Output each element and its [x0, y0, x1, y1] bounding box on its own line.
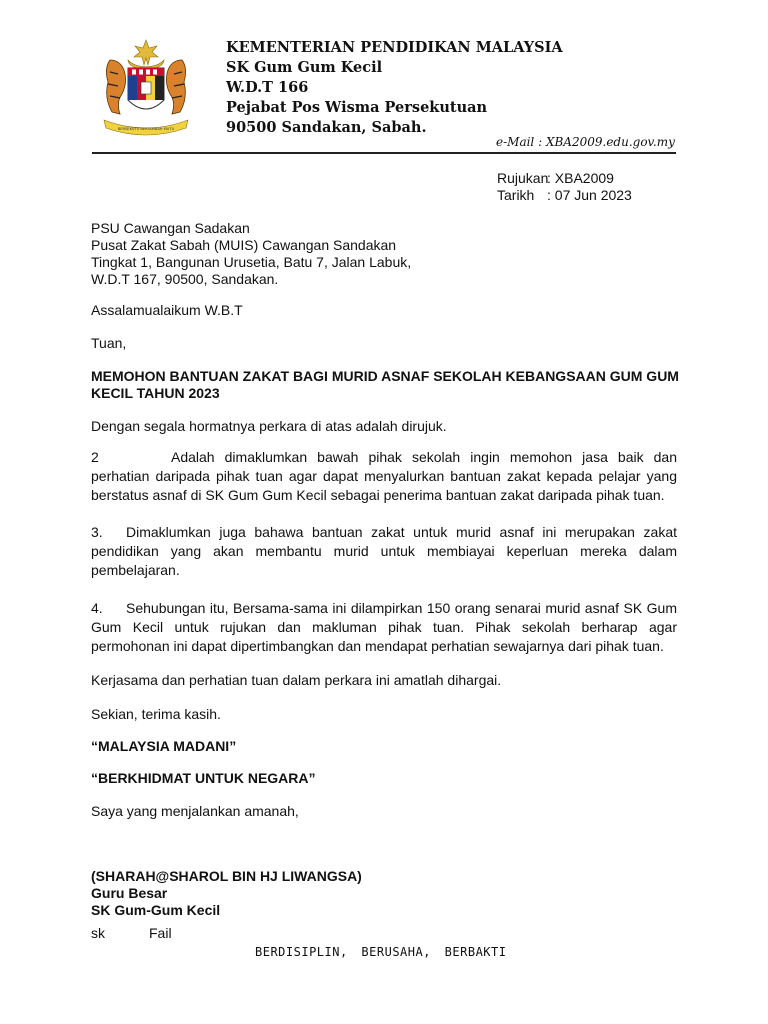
paragraph-number: 3. [91, 524, 103, 540]
cc-value: Fail [149, 925, 172, 941]
intro-text: Dengan segala hormatnya perkara di atas adalah dirujuk. [91, 418, 447, 434]
paragraph-4 [91, 599, 677, 656]
tarikh-label: Tarikh [497, 187, 535, 203]
letter-subject: MEMOHON BANTUAN ZAKAT BAGI MURID ASNAF SEKOLAH KEBANGSAAN GUM GUM KECIL TAHUN 2023 [91, 368, 679, 401]
footer-motto: BERDISIPLIN, BERUSAHA, BERBAKTI [255, 945, 507, 959]
address-line: W.D.T 166 [226, 79, 309, 96]
letterhead [226, 38, 563, 138]
signatory-school: SK Gum-Gum Kecil [91, 902, 221, 918]
recipient-line: W.D.T 167, 90500, Sandakan. [91, 271, 279, 287]
salutation: Tuan, [91, 335, 127, 351]
paragraph-number: 4. [91, 600, 103, 616]
ministry-name: KEMENTERIAN PENDIDIKAN MALAYSIA [226, 39, 563, 56]
cc-label: sk [91, 925, 105, 941]
recipient-line: PSU Cawangan Sadakan [91, 220, 250, 236]
paragraph-2 [91, 448, 677, 505]
reference-block [497, 170, 632, 204]
crest-motto: BERSEKUTU BERTAMBAH MUTU [117, 127, 175, 131]
recipient-line: Tingkat 1, Bangunan Urusetia, Batu 7, Jalan Labuk, [91, 254, 412, 270]
email-address: e-Mail : XBA2009.edu.gov.my [496, 135, 675, 149]
address-line: 90500 Sandakan, Sabah. [226, 119, 427, 136]
thanks-text: Sekian, terima kasih. [91, 706, 221, 722]
slogan-malaysia-madani: “MALAYSIA MADANI” [91, 738, 237, 754]
rujukan-value: : XBA2009 [547, 170, 614, 186]
trust-text: Saya yang menjalankan amanah, [91, 803, 299, 819]
tarikh-value: : 07 Jun 2023 [547, 187, 632, 203]
appreciation-text: Kerjasama dan perhatian tuan dalam perkara ini amatlah dihargai. [91, 672, 502, 688]
paragraph-text: Adalah dimaklumkan bawah pihak sekolah ingin memohon jasa baik dan perhatian daripada pihak tuan agar dapat menyalurkan bantuan zakat kepada pelajar yang berstatus asnaf di SK Gum Gum Kecil sebagai penerima bantuan zakat daripada pihak tuan. [91, 449, 677, 503]
signatory-name: (SHARAH@SHAROL BIN HJ LIWANGSA) [91, 868, 362, 884]
paragraph-text: Sehubungan itu, Bersama-sama ini dilampirkan 150 orang senarai murid asnaf SK Gum Gum Kecil untuk rujukan dan makluman pihak tuan. Pihak sekolah berharap agar permohonan ini dapat dipertimbangkan dan mendapat perhatian sewajarnya dari pihak tuan. [91, 600, 677, 654]
recipient-address [91, 220, 411, 288]
slogan-berkhidmat: “BERKHIDMAT UNTUK NEGARA” [91, 770, 316, 786]
carbon-copy [91, 925, 172, 941]
paragraph-number: 2 [91, 449, 99, 465]
greeting: Assalamualaikum W.B.T [91, 302, 243, 318]
coat-of-arms-icon [98, 38, 194, 138]
header-divider [92, 152, 676, 154]
signatory-title: Guru Besar [91, 885, 168, 901]
rujukan-label: Rujukan [497, 170, 549, 186]
paragraph-3 [91, 523, 677, 580]
school-name: SK Gum Gum Kecil [226, 59, 383, 76]
address-line: Pejabat Pos Wisma Persekutuan [226, 99, 488, 116]
signature-block [91, 868, 362, 919]
paragraph-text: Dimaklumkan juga bahawa bantuan zakat untuk murid asnaf ini merupakan zakat pendidikan yang akan membantu murid untuk membiayai keperluan mereka dalam pembelajaran. [91, 524, 677, 578]
recipient-line: Pusat Zakat Sabah (MUIS) Cawangan Sandakan [91, 237, 397, 253]
